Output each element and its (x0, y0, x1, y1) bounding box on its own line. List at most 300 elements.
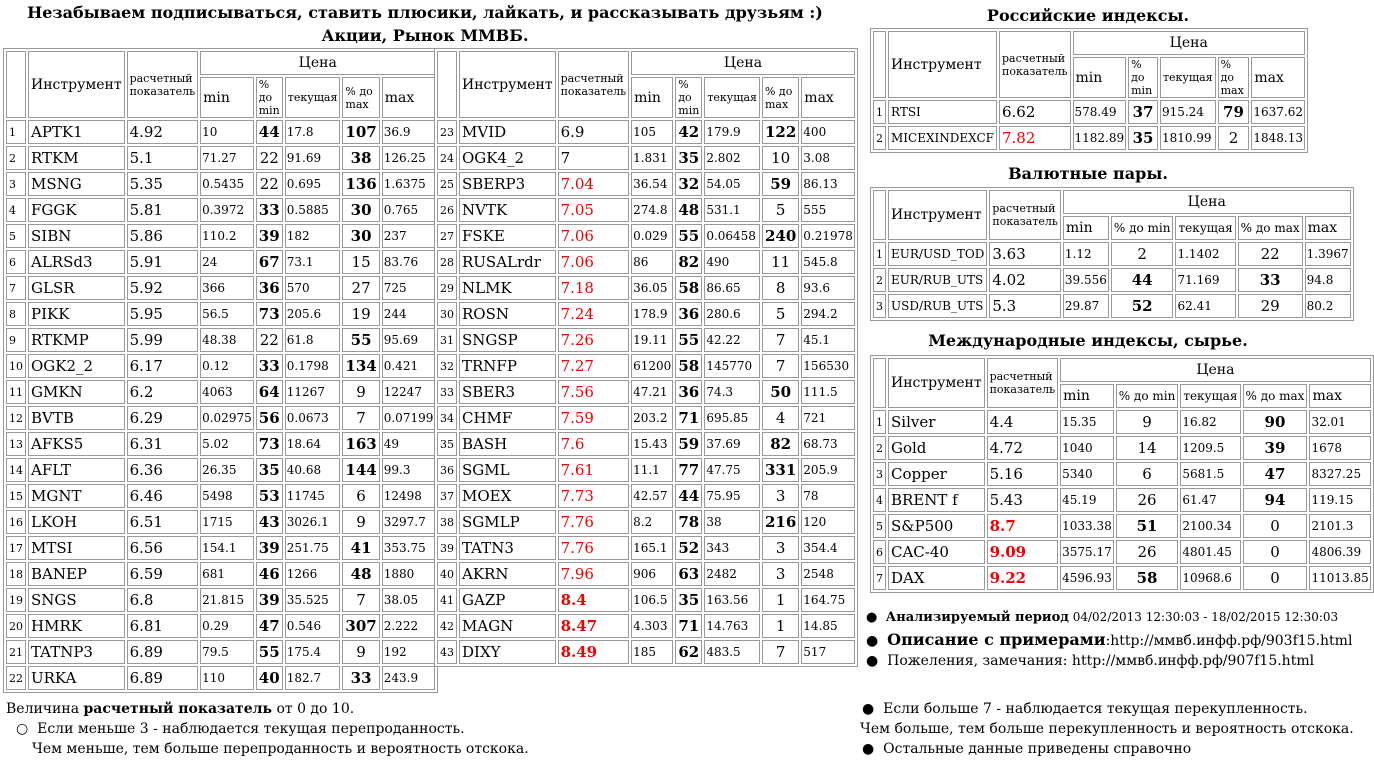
current-cell: 74.3 (704, 380, 760, 404)
stock-row (6, 588, 435, 612)
max-cell: 2548 (801, 562, 855, 586)
min-cell: 1715 (200, 510, 254, 534)
current-cell: 1266 (285, 562, 341, 586)
stock-row (6, 120, 435, 144)
calc-cell: 8.49 (558, 640, 630, 664)
pct-max-cell: 11 (762, 250, 799, 274)
instrument-cell: BVTB (28, 406, 125, 430)
row-index: 31 (437, 328, 457, 352)
min-cell: 0.29 (200, 614, 254, 638)
instrument-cell: HMRK (28, 614, 125, 638)
max-cell: 3.08 (801, 146, 855, 170)
instrument-cell: PIKK (28, 302, 125, 326)
calc-cell: 5.1 (127, 146, 199, 170)
col-pct-max: % до max (1218, 57, 1250, 98)
intl-title: Международные индексы, сырье. (928, 331, 1248, 350)
desc-label: Описание с примерами (887, 630, 1106, 649)
stock-row (6, 224, 435, 248)
stock-row (437, 380, 855, 404)
pct-max-cell: 9 (342, 510, 379, 534)
stock-row (6, 614, 435, 638)
instrument-cell: SNGS (28, 588, 125, 612)
footer-right-line2: Чем больше, тем больше перекупленность и вероятность отскока. (860, 721, 1354, 737)
pct-min-cell: 36 (675, 302, 702, 326)
min-cell: 1040 (1060, 436, 1114, 460)
pct-min-cell: 52 (675, 536, 702, 560)
instrument-cell: SGML (459, 458, 556, 482)
pct-min-cell: 71 (675, 406, 702, 430)
min-cell: 0.029 (631, 224, 673, 248)
max-cell: 545.8 (801, 250, 855, 274)
col-max: max (1305, 216, 1351, 240)
calc-cell: 5.92 (127, 276, 199, 300)
current-cell: 42.22 (704, 328, 760, 352)
stock-row (6, 432, 435, 456)
pct-max-cell: 19 (342, 302, 379, 326)
instrument-cell: GMKN (28, 380, 125, 404)
instrument-cell: BASH (459, 432, 556, 456)
max-cell: 0.765 (382, 198, 436, 222)
stock-row (437, 354, 855, 378)
current-cell: 10968.6 (1180, 566, 1240, 590)
max-cell: 119.15 (1309, 488, 1370, 512)
intl-row (873, 488, 1371, 512)
pct-min-cell: 64 (256, 380, 283, 404)
stocks-table-right (434, 48, 858, 667)
col-price: Цена (1073, 31, 1306, 55)
col-max: max (801, 77, 855, 118)
col-index (873, 31, 886, 98)
pct-max-cell: 90 (1243, 410, 1308, 434)
max-cell: 2101.3 (1309, 514, 1370, 538)
instrument-cell: GAZP (459, 588, 556, 612)
row-index: 24 (437, 146, 457, 170)
pct-max-cell: 3 (762, 484, 799, 508)
row-index: 25 (437, 172, 457, 196)
stock-row (437, 120, 855, 144)
row-index: 5 (873, 514, 886, 538)
col-index (6, 51, 26, 118)
current-cell: 251.75 (285, 536, 341, 560)
current-cell: 62.41 (1175, 294, 1235, 318)
min-cell: 110.2 (200, 224, 254, 248)
instrument-cell: TATN3 (459, 536, 556, 560)
current-cell: 2100.34 (1180, 514, 1240, 538)
desc-link[interactable]: :http://ммвб.инфф.рф/903f15.html (1105, 633, 1353, 649)
stocks-table-left (3, 48, 438, 693)
min-cell: 110 (200, 666, 254, 690)
calc-cell: 4.4 (987, 410, 1059, 434)
pct-min-cell: 32 (675, 172, 702, 196)
current-cell: 54.05 (704, 172, 760, 196)
col-instrument: Инструмент (888, 190, 987, 240)
pct-min-cell: 73 (256, 302, 283, 326)
period-label: Анализируемый период (885, 610, 1069, 625)
col-current: текущая (704, 77, 760, 118)
min-cell: 26.35 (200, 458, 254, 482)
intl-row (873, 566, 1371, 590)
calc-cell: 7.26 (558, 328, 630, 352)
pct-max-cell: 216 (762, 510, 799, 534)
stock-row (6, 328, 435, 352)
instrument-cell: RTKMP (28, 328, 125, 352)
instrument-cell: URKA (28, 666, 125, 690)
instrument-cell: SNGSP (459, 328, 556, 352)
fx-table (870, 187, 1354, 321)
instrument-cell: MSNG (28, 172, 125, 196)
row-index: 23 (437, 120, 457, 144)
instrument-cell: CHMF (459, 406, 556, 430)
pct-min-cell: 51 (1116, 514, 1179, 538)
calc-cell: 5.91 (127, 250, 199, 274)
col-price: Цена (631, 51, 855, 75)
pct-min-cell: 82 (675, 250, 702, 274)
fx-row (873, 268, 1351, 292)
pct-min-cell: 63 (675, 562, 702, 586)
col-pct-min: % до min (1128, 57, 1158, 98)
calc-cell: 5.95 (127, 302, 199, 326)
pct-max-cell: 240 (762, 224, 799, 248)
pct-max-cell: 9 (342, 380, 379, 404)
min-cell: 21.815 (200, 588, 254, 612)
calc-cell: 5.81 (127, 198, 199, 222)
pct-max-cell: 10 (762, 146, 799, 170)
intl-title-text: Международные индексы, сырье (928, 331, 1243, 350)
pct-max-cell: 3 (762, 536, 799, 560)
calc-cell: 9.22 (987, 566, 1059, 590)
max-cell: 4806.39 (1309, 540, 1370, 564)
pct-max-cell: 5 (762, 198, 799, 222)
min-cell: 86 (631, 250, 673, 274)
stock-row (437, 432, 855, 456)
intl-row (873, 436, 1371, 460)
stocks-title: Акции, Рынок ММВБ. (321, 26, 529, 45)
current-cell: 280.6 (704, 302, 760, 326)
calc-cell: 7.76 (558, 510, 630, 534)
max-cell: 14.85 (801, 614, 855, 638)
pct-max-cell: 33 (1238, 268, 1303, 292)
max-cell: 38.05 (382, 588, 436, 612)
instrument-cell: GLSR (28, 276, 125, 300)
calc-cell: 6.17 (127, 354, 199, 378)
stock-row (437, 302, 855, 326)
calc-cell: 8.7 (987, 514, 1059, 538)
footer-left-line3: Чем меньше, тем больше перепроданность и вероятность отскока. (32, 741, 529, 757)
min-cell: 578.49 (1073, 100, 1127, 124)
circle-bullet-icon: ○ (16, 721, 38, 737)
calc-cell: 7 (558, 146, 630, 170)
instrument-cell: SIBN (28, 224, 125, 248)
calc-cell: 4.92 (127, 120, 199, 144)
instrument-cell: AFLT (28, 458, 125, 482)
col-current: текущая (1180, 384, 1240, 408)
max-cell: 95.69 (382, 328, 436, 352)
calc-cell: 7.06 (558, 224, 630, 248)
row-index: 2 (873, 126, 886, 150)
col-pct-max: % до max (342, 77, 379, 118)
max-cell: 86.13 (801, 172, 855, 196)
current-cell: 4801.45 (1180, 540, 1240, 564)
pct-max-cell: 331 (762, 458, 799, 482)
pct-max-cell: 47 (1243, 462, 1308, 486)
col-instrument: Инструмент (459, 51, 556, 118)
pct-min-cell: 33 (256, 198, 283, 222)
stock-row (6, 380, 435, 404)
instrument-cell: MICEXINDEXCF (888, 126, 997, 150)
pct-min-cell: 14 (1116, 436, 1179, 460)
max-cell: 1.3967 (1305, 242, 1351, 266)
pct-min-cell: 58 (1116, 566, 1179, 590)
instrument-cell: Silver (888, 410, 985, 434)
max-cell: 164.75 (801, 588, 855, 612)
pct-min-cell: 35 (1128, 126, 1158, 150)
pct-max-cell: 3 (762, 562, 799, 586)
min-cell: 185 (631, 640, 673, 664)
pct-max-cell: 5 (762, 302, 799, 326)
pct-min-cell: 55 (675, 328, 702, 352)
current-cell: 179.9 (704, 120, 760, 144)
instrument-cell: SBERP3 (459, 172, 556, 196)
max-cell: 517 (801, 640, 855, 664)
col-calc: расчетный показатель (989, 190, 1061, 240)
col-instrument: Инструмент (28, 51, 125, 118)
pct-min-cell: 22 (256, 146, 283, 170)
pct-min-cell: 71 (675, 614, 702, 638)
instrument-cell: TATNP3 (28, 640, 125, 664)
pct-max-cell: 7 (762, 354, 799, 378)
min-cell: 1033.38 (1060, 514, 1114, 538)
min-cell: 8.2 (631, 510, 673, 534)
current-cell: 0.5885 (285, 198, 341, 222)
footer-right-bullet3: Остальные данные приведены справочно (883, 741, 1192, 757)
bullet-icon: ● (866, 633, 888, 649)
min-cell: 4.303 (631, 614, 673, 638)
pct-max-cell: 4 (762, 406, 799, 430)
row-index: 37 (437, 484, 457, 508)
pct-min-cell: 9 (1116, 410, 1179, 434)
col-current: текущая (1175, 216, 1235, 240)
max-cell: 45.1 (801, 328, 855, 352)
calc-cell: 6.81 (127, 614, 199, 638)
calc-cell: 6.31 (127, 432, 199, 456)
current-cell: 71.169 (1175, 268, 1235, 292)
max-cell: 94.8 (1305, 268, 1351, 292)
max-cell: 205.9 (801, 458, 855, 482)
instrument-cell: RTSI (888, 100, 997, 124)
col-pct-min: % до min (1111, 216, 1174, 240)
pct-max-cell: 30 (342, 224, 379, 248)
min-cell: 3575.17 (1060, 540, 1114, 564)
stock-row (6, 276, 435, 300)
col-min: min (631, 77, 673, 118)
current-cell: 205.6 (285, 302, 341, 326)
row-index: 20 (6, 614, 26, 638)
current-cell: 915.24 (1160, 100, 1216, 124)
stock-row (6, 640, 435, 664)
row-index: 17 (6, 536, 26, 560)
min-cell: 0.5435 (200, 172, 254, 196)
pct-max-cell: 144 (342, 458, 379, 482)
max-cell: 725 (382, 276, 436, 300)
min-cell: 10 (200, 120, 254, 144)
footer-right-line3 (862, 741, 1191, 757)
row-index: 40 (437, 562, 457, 586)
col-pct-min: % до min (1116, 384, 1179, 408)
calc-cell: 5.86 (127, 224, 199, 248)
min-cell: 42.57 (631, 484, 673, 508)
pct-min-cell: 35 (675, 588, 702, 612)
calc-cell: 7.6 (558, 432, 630, 456)
current-cell: 38 (704, 510, 760, 534)
bullet-icon: ● (862, 741, 884, 757)
row-index: 2 (873, 268, 886, 292)
intl-row (873, 462, 1371, 486)
calc-cell: 7.76 (558, 536, 630, 560)
current-cell: 531.1 (704, 198, 760, 222)
row-index: 36 (437, 458, 457, 482)
min-cell: 154.1 (200, 536, 254, 560)
ru-indices-title-text: Российские индексы (986, 6, 1184, 25)
stock-row (6, 198, 435, 222)
col-max: max (382, 77, 436, 118)
pct-max-cell: 79 (1218, 100, 1250, 124)
pct-min-cell: 26 (1116, 488, 1179, 512)
pct-min-cell: 22 (256, 172, 283, 196)
row-index: 11 (6, 380, 26, 404)
calc-cell: 9.09 (987, 540, 1059, 564)
fx-title-text: Валютные пары (1008, 164, 1163, 183)
min-cell: 47.21 (631, 380, 673, 404)
current-cell: 1209.5 (1180, 436, 1240, 460)
min-cell: 366 (200, 276, 254, 300)
stock-row (6, 562, 435, 586)
min-cell: 45.19 (1060, 488, 1114, 512)
footer-left-line2 (16, 721, 465, 737)
stock-row (6, 666, 435, 690)
index-row (873, 100, 1305, 124)
row-index: 1 (873, 100, 886, 124)
max-cell: 12247 (382, 380, 436, 404)
current-cell: 343 (704, 536, 760, 560)
row-index: 32 (437, 354, 457, 378)
calc-cell: 6.29 (127, 406, 199, 430)
current-cell: 1.1402 (1175, 242, 1235, 266)
stock-row (437, 406, 855, 430)
feedback-text[interactable]: Пожеления, замечания: http://ммвб.инфф.рф/907f15.html (887, 653, 1315, 669)
stock-row (437, 536, 855, 560)
current-cell: 73.1 (285, 250, 341, 274)
min-cell: 36.54 (631, 172, 673, 196)
calc-cell: 7.24 (558, 302, 630, 326)
pct-max-cell: 33 (342, 666, 379, 690)
col-pct-max: % до max (1238, 216, 1303, 240)
col-index (437, 51, 457, 118)
col-pct-max: % до max (762, 77, 799, 118)
stock-row (6, 536, 435, 560)
stock-row (6, 172, 435, 196)
calc-cell: 4.02 (989, 268, 1061, 292)
pct-max-cell: 163 (342, 432, 379, 456)
instrument-cell: CAC-40 (888, 540, 985, 564)
min-cell: 165.1 (631, 536, 673, 560)
pct-min-cell: 44 (256, 120, 283, 144)
min-cell: 0.02975 (200, 406, 254, 430)
row-index: 3 (873, 462, 886, 486)
min-cell: 906 (631, 562, 673, 586)
max-cell: 93.6 (801, 276, 855, 300)
row-index: 27 (437, 224, 457, 248)
row-index: 1 (873, 242, 886, 266)
max-cell: 192 (382, 640, 436, 664)
current-cell: 182.7 (285, 666, 341, 690)
calc-cell: 6.59 (127, 562, 199, 586)
pct-min-cell: 33 (256, 354, 283, 378)
row-index: 43 (437, 640, 457, 664)
instrument-cell: S&P500 (888, 514, 985, 538)
period-value: 04/02/2013 12:30:03 - 18/02/2015 12:30:03 (1068, 610, 1339, 624)
max-cell: 243.9 (382, 666, 436, 690)
max-cell: 0.421 (382, 354, 436, 378)
min-cell: 4596.93 (1060, 566, 1114, 590)
pct-max-cell: 22 (1238, 242, 1303, 266)
pct-min-cell: 36 (256, 276, 283, 300)
max-cell: 1.6375 (382, 172, 436, 196)
pct-min-cell: 44 (675, 484, 702, 508)
calc-cell: 5.35 (127, 172, 199, 196)
pct-min-cell: 52 (1111, 294, 1174, 318)
pct-max-cell: 30 (342, 198, 379, 222)
fx-row (873, 294, 1351, 318)
pct-min-cell: 35 (256, 458, 283, 482)
stock-row (6, 458, 435, 482)
stock-row (437, 250, 855, 274)
current-cell: 40.68 (285, 458, 341, 482)
current-cell: 2482 (704, 562, 760, 586)
col-price: Цена (200, 51, 435, 75)
instrument-cell: SBER3 (459, 380, 556, 404)
pct-min-cell: 55 (675, 224, 702, 248)
instrument-cell: FGGK (28, 198, 125, 222)
instrument-cell: ROSN (459, 302, 556, 326)
min-cell: 36.05 (631, 276, 673, 300)
row-index: 41 (437, 588, 457, 612)
min-cell: 48.38 (200, 328, 254, 352)
instrument-cell: SGMLP (459, 510, 556, 534)
min-cell: 71.27 (200, 146, 254, 170)
min-cell: 0.3972 (200, 198, 254, 222)
instrument-cell: USD/RUB_UTS (888, 294, 987, 318)
pct-min-cell: 56 (256, 406, 283, 430)
max-cell: 12498 (382, 484, 436, 508)
col-min: min (1060, 384, 1114, 408)
row-index: 5 (6, 224, 26, 248)
pct-min-cell: 58 (675, 276, 702, 300)
col-calc: расчетный показатель (558, 51, 630, 118)
row-index: 2 (6, 146, 26, 170)
max-cell: 400 (801, 120, 855, 144)
intl-row (873, 514, 1371, 538)
max-cell: 156530 (801, 354, 855, 378)
footer-left-line1 (6, 701, 354, 717)
calc-cell: 8.47 (558, 614, 630, 638)
max-cell: 294.2 (801, 302, 855, 326)
pct-max-cell: 55 (342, 328, 379, 352)
calc-cell: 7.82 (999, 126, 1071, 150)
max-cell: 354.4 (801, 536, 855, 560)
calc-cell: 6.2 (127, 380, 199, 404)
col-current: текущая (285, 77, 341, 118)
current-cell: 0.0673 (285, 406, 341, 430)
